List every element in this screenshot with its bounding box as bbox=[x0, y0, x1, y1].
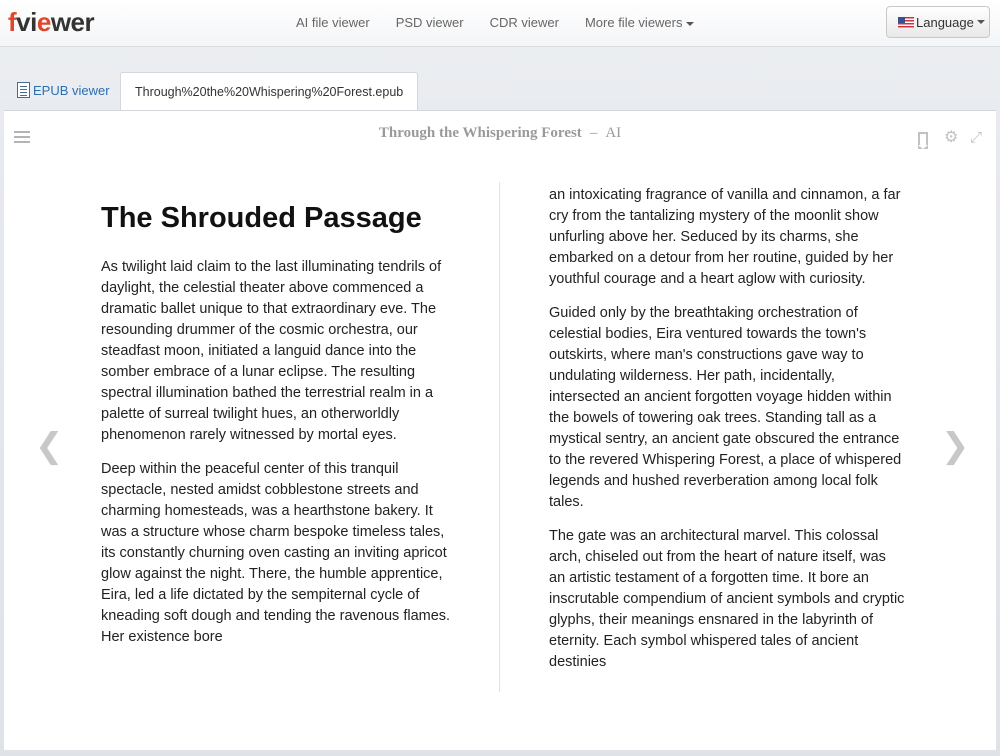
gear-icon[interactable]: ⚙ bbox=[944, 129, 959, 146]
paragraph: Guided only by the breathtaking orchestration of celestial bodies, Eira ventured towards the town's outskirts, where man's constructions gave way to undulating wilderness. Her path, incidentally, intersected an ancient forgotten voyage hidden within the bowels of towering oak trees. Standing tall as a mystical sentry, an ancient gate obscured the entrance to the revered Whispering Forest, a place of whispered legends and hushed reverberation among local folk tales. bbox=[549, 305, 902, 510]
bookmark-icon[interactable] bbox=[918, 131, 932, 145]
document-icon bbox=[17, 82, 30, 98]
logo-letter-f: f bbox=[8, 7, 17, 37]
tab-strip bbox=[0, 70, 1000, 110]
left-page bbox=[101, 201, 457, 661]
title-separator: – bbox=[589, 125, 598, 141]
paragraph: Deep within the peaceful center of this tranquil spectacle, nested amidst cobblestone streets and charming homesteads, was a hearthstone bakery. It was a structure whose charm bespoke timeless tales, its constantly churning oven casting an inviting apricot glow against the night. There, the humble apprentice, Eira, led a life dictated by the sempiternal cycle of kneading soft dough and tending the ravenous flames. Her existence bore bbox=[101, 461, 451, 645]
tab-epub-viewer-label: EPUB viewer bbox=[33, 82, 110, 98]
paragraph: As twilight laid claim to the last illuminating tendrils of daylight, the celestial theater above commenced a dramatic ballet unique to that extraordinary eve. The resounding drummer of the cosmic orchestra, our steadfast moon, initiated a languid dance into the somber embrace of a lunar eclipse. The resulting spectral illumination bathed the terrestrial realm in a palette of surreal twilight hues, an otherworldly phenomenon rarely witnessed by mortal eyes. bbox=[101, 259, 442, 443]
prev-page-arrow-icon[interactable]: ❮ bbox=[35, 426, 64, 466]
tab-open-file[interactable]: Through%20the%20Whispering%20Forest.epub bbox=[120, 72, 418, 110]
logo-letter-e: e bbox=[36, 7, 51, 37]
language-button[interactable] bbox=[886, 6, 990, 38]
caret-down-icon bbox=[977, 20, 985, 24]
nav-links bbox=[296, 14, 720, 32]
top-navbar bbox=[0, 0, 1000, 47]
us-flag-icon bbox=[898, 17, 914, 28]
right-page bbox=[549, 185, 905, 686]
logo-letters-vi: vi bbox=[16, 7, 37, 37]
fviewer-logo[interactable] bbox=[8, 6, 94, 38]
nav-psd-viewer[interactable]: PSD viewer bbox=[395, 15, 464, 30]
paragraph: an intoxicating fragrance of vanilla and cinnamon, a far cry from the tantalizing mystery of the moonlit show unfurling above her. Seduced by its charms, she embarked on a detour from her routine, guided by her youthful courage and a heart aglow with curiosity. bbox=[549, 187, 901, 287]
chapter-title: The Shrouded Passage bbox=[101, 202, 422, 234]
reader-tools bbox=[918, 131, 996, 145]
epub-reader bbox=[4, 110, 996, 750]
nav-more-viewers[interactable] bbox=[585, 14, 694, 32]
logo-letters-wer: wer bbox=[50, 7, 95, 37]
paragraph: The gate was an architectural marvel. This colossal arch, chiseled out from the heart of nature itself, was an artistic testament of a forgotten time. It bore an inscrutable compendium of ancient symbols and cryptic glyphs, their meanings ensnared in the labyrinth of eternity. Each symbol whispered tales of ancient destinies bbox=[549, 528, 905, 670]
language-label: Language bbox=[916, 14, 974, 30]
tab-epub-viewer[interactable] bbox=[17, 82, 110, 98]
nav-cdr-viewer[interactable]: CDR viewer bbox=[489, 15, 559, 30]
caret-down-icon bbox=[686, 22, 694, 26]
book-title-bar bbox=[4, 125, 996, 142]
nav-more-viewers-label: More file viewers bbox=[584, 15, 683, 30]
fullscreen-icon[interactable]: ⤢ bbox=[970, 129, 983, 146]
page-divider bbox=[499, 182, 500, 692]
book-author: AI bbox=[605, 125, 622, 141]
nav-ai-viewer[interactable]: AI file viewer bbox=[296, 15, 370, 30]
book-title: Through the Whispering Forest bbox=[378, 125, 582, 141]
next-page-arrow-icon[interactable]: ❯ bbox=[941, 426, 970, 466]
